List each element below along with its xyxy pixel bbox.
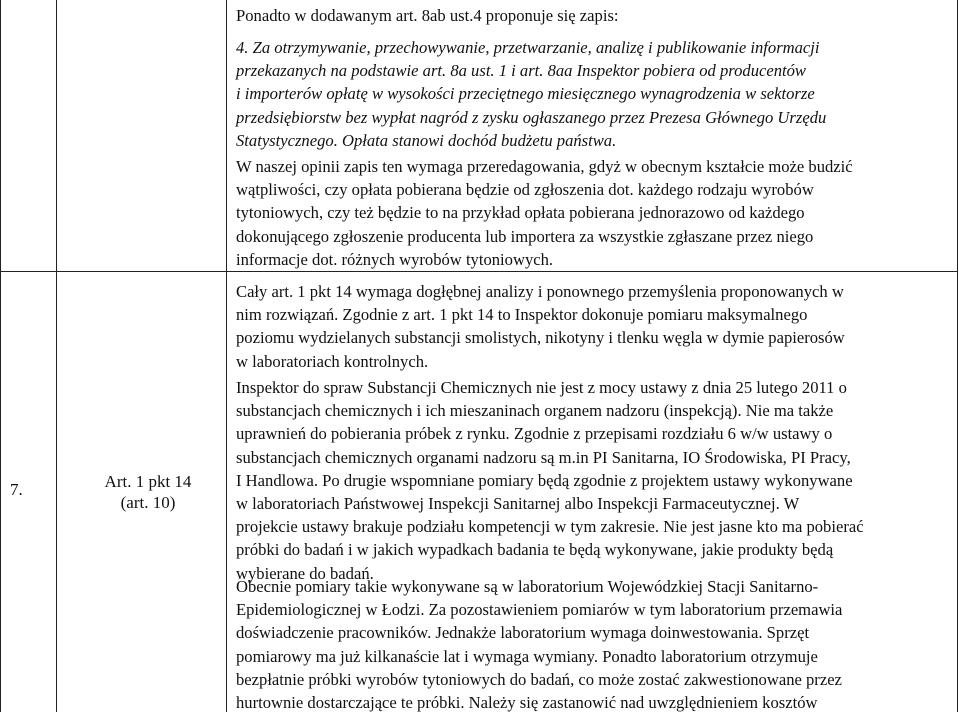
table-column-divider-2 [226,0,227,712]
opinion-line: W naszej opinii zapis ten wymaga przeredagowania, gdyż w obecnym kształcie może budzić [236,157,853,176]
intro-text: Ponadto w dodawanym art. 8ab ust.4 proponuje się zapis: [236,6,619,25]
row7-paragraph-3 [236,575,842,714]
paragraph-line: wybierane do badań. [236,563,374,583]
quote-line: Statystycznego. Opłata stanowi dochód budżetu państwa. [236,130,617,150]
paragraph-line: substancjach chemicznych organami nadzoru są m.in PI Sanitarna, IO Środowiska, PI Pracy, [236,447,851,467]
paragraph-line: w laboratoriach Państwowej Inspekcji Sanitarnej albo Inspekcji Farmaceutycznej. W [236,493,800,513]
paragraph-line: doświadczenie pracowników. Jednakże laboratorium wymaga doinwestowania. Sprzęt [236,623,810,643]
opinion-line: dokonującego zgłoszenie producenta lub importera za wszystkie zgłaszane przez niego [236,226,814,246]
quote-line: przedsiębiorstw bez wypłat nagród z zysku ogłaszanego przez Prezesa Głównego Urzędu [236,107,827,127]
quote-line: przekazanych na podstawie art. 8a ust. 1 i art. 8aa Inspektor pobiera od producentów [236,61,806,81]
top-row-content [236,4,619,27]
table-column-divider-1 [56,0,57,712]
paragraph-line: nim rozwiązań. Zgodnie z art. 1 pkt 14 to Inspektor dokonuje pomiaru maksymalnego [236,305,808,325]
article-reference [88,471,208,513]
paragraph-line: Cały art. 1 pkt 14 wymaga dogłębnej analizy i ponownego przemyślenia proponowanych w [236,282,844,301]
paragraph-line: hurtownie dostarczające te próbki. Należy się zastanowić nad uwzględnieniem kosztów [236,692,818,712]
paragraph-line: w laboratoriach kontrolnych. [236,351,429,371]
paragraph-line: Epidemiologicznej w Łodzi. Za pozostawieniem pomiarów w tym laboratorium przemawia [236,600,843,620]
article-ref-line1: Art. 1 pkt 14 [104,472,192,491]
paragraph-line: pomiarowy ma już kilkanaście lat i wymaga wymiany. Ponadto laboratorium otrzymuje [236,646,818,666]
article-ref-line2: (art. 10) [120,493,176,512]
paragraph-line: substancjach chemicznych i ich mieszaninach organem nadzoru (inspekcją). Nie ma także [236,401,834,421]
quote-line: i importerów opłatę w wysokości przeciętnego miesięcznego wynagrodzenia w sektorze [236,84,815,104]
table-row-divider [0,271,958,272]
quoted-provision [236,36,826,152]
table-border-left [0,0,1,712]
opinion-paragraph [236,155,853,271]
paragraph-line: próbki do badań i w jakich wypadkach badania te będą wykonywane, jakie produkty będą [236,540,834,560]
table-border-right [957,0,958,712]
paragraph-line: Obecnie pomiary takie wykonywane są w laboratorium Wojewódzkiej Stacji Sanitarno- [236,577,819,596]
paragraph-line: bezpłatnie próbki wyrobów tytoniowych do badań, co może zostać zakwestionowane przez [236,669,842,689]
row7-paragraph-1 [236,280,845,373]
paragraph-line: Inspektor do spraw Substancji Chemicznych nie jest z mocy ustawy z dnia 25 lutego 2011 o [236,378,847,397]
row7-paragraph-2 [236,376,864,585]
opinion-line: informacje dot. różnych wyrobów tytoniowych. [236,249,554,269]
paragraph-line: I Handlowa. Po drugie wspomniane pomiary będą zgodnie z projektem ustawy wykonywane [236,470,853,490]
opinion-line: wątpliwości, czy opłata pobierana będzie od zgłoszenia dot. każdego rodzaju wyrobów [236,180,814,200]
row-number: 7. [10,480,23,499]
quote-line: 4. Za otrzymywanie, przechowywanie, przetwarzanie, analizę i publikowanie informacji [236,38,820,57]
paragraph-line: poziomu wydzielanych substancji smolistych, nikotyny i tlenku węgla w dymie papierosów [236,328,845,348]
opinion-line: tytoniowych, czy też będzie to na przykład opłata pobierana jednorazowo od każdego [236,203,805,223]
paragraph-line: projekcie ustawy brakuje podziału kompetencji w tym zakresie. Nie jest jasne kto ma pobierać [236,517,864,537]
paragraph-line: uprawnień do pobierania próbek z rynku. Zgodnie z przepisami rozdziału 6 w/w ustawy o [236,424,833,444]
